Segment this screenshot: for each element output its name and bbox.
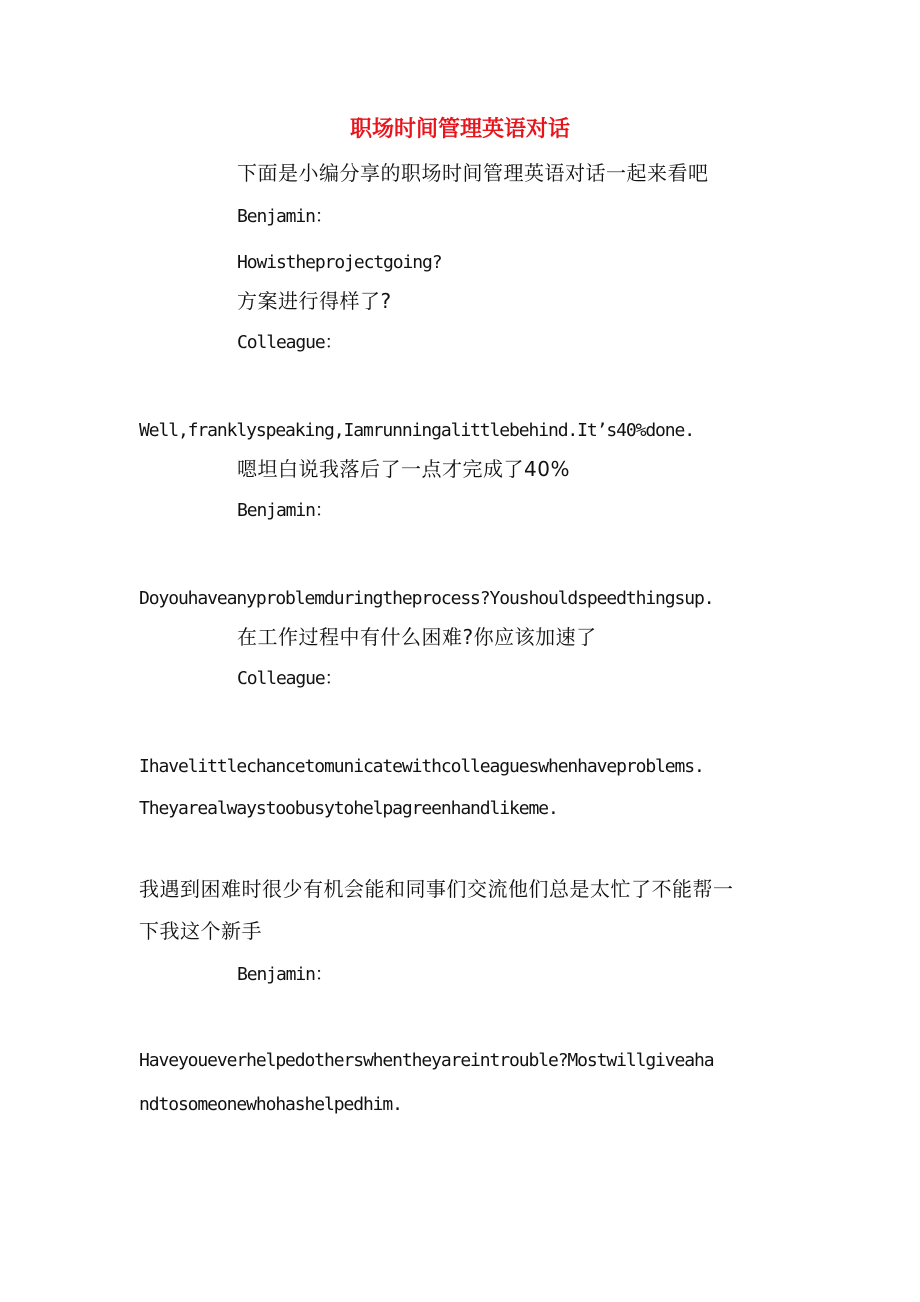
dialogue-chinese: 嗯坦白说我落后了一点才完成了40%	[237, 457, 570, 481]
dialogue-chinese: 方案进行得样了?	[237, 289, 392, 313]
intro-paragraph: 下面是小编分享的职场时间管理英语对话一起来看吧	[237, 161, 709, 185]
speaker-label: Benjamin：	[237, 206, 332, 227]
dialogue-english: Howistheprojectgoing?	[237, 252, 442, 273]
speaker-label: Colleague：	[237, 668, 342, 689]
document-title: 职场时间管理英语对话	[349, 116, 570, 142]
dialogue-english: ndtosomeonewhohashelpedhim.	[139, 1094, 402, 1115]
dialogue-english: Ihavelittlechancetomunicatewithcolleagueswhenhaveproblems.	[139, 756, 704, 777]
speaker-label: Benjamin：	[237, 500, 332, 521]
speaker-label: Benjamin：	[237, 964, 332, 985]
dialogue-chinese: 我遇到困难时很少有机会能和同事们交流他们总是太忙了不能帮一	[139, 877, 734, 901]
speaker-label: Colleague：	[237, 332, 342, 353]
dialogue-english: Doyouhaveanyproblemduringtheprocess?Youshouldspeedthingsup.	[139, 588, 714, 609]
dialogue-english: Well,franklyspeaking,Iamrunningalittlebehind.It’s40%done.	[139, 420, 695, 441]
dialogue-chinese: 在工作过程中有什么困难?你应该加速了	[237, 625, 597, 649]
dialogue-chinese: 下我这个新手	[139, 919, 262, 943]
dialogue-english: Theyarealwaystoobusytohelpagreenhandlikeme.	[139, 798, 558, 819]
dialogue-english: Haveyoueverhelpedotherswhentheyareintrouble?Mostwillgiveaha	[139, 1050, 714, 1071]
